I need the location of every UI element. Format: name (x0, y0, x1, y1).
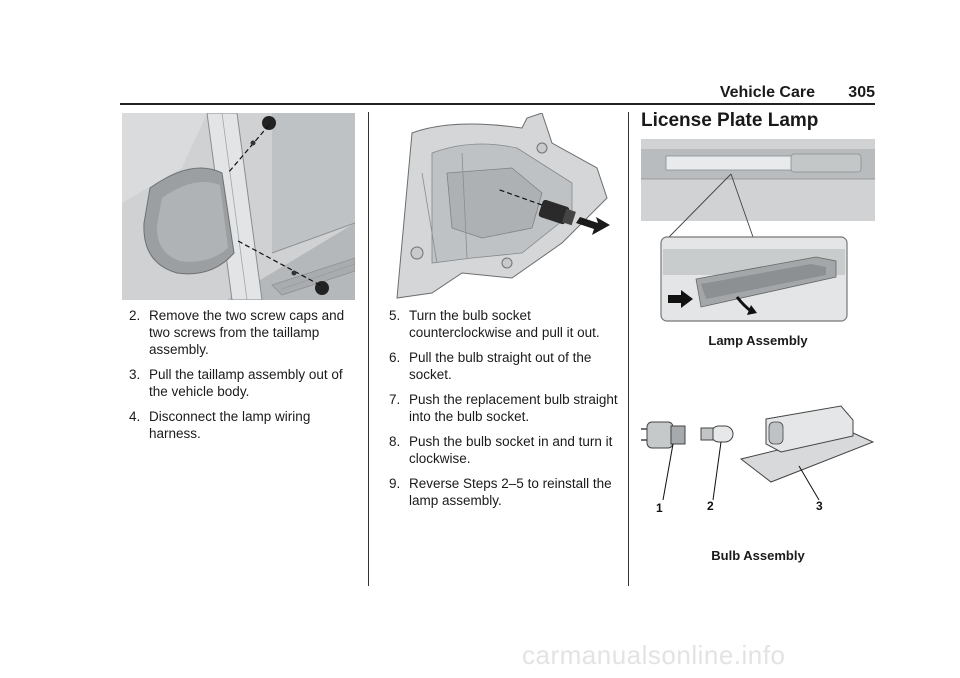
list-item (389, 391, 619, 425)
step-text: Turn the bulb socket counterclockwise and pull it out. (409, 308, 600, 340)
lamp-assembly-illustration (641, 139, 875, 325)
step-number: 3. (129, 367, 141, 382)
page-number: 305 (848, 84, 875, 101)
step-number: 5. (389, 308, 401, 323)
list-item (129, 366, 359, 400)
callout-2: 2 (707, 499, 714, 513)
step-text: Pull the taillamp assembly out of the vehicle body. (149, 367, 343, 399)
steps-list-column-2 (389, 307, 619, 517)
step-text: Reverse Steps 2–5 to reinstall the lamp assembly. (409, 476, 612, 508)
list-item (389, 349, 619, 383)
column-divider-left (368, 112, 369, 586)
step-number: 8. (389, 434, 401, 449)
bulb-socket-illustration (392, 113, 616, 300)
steps-list-column-1 (129, 307, 359, 450)
watermark: carmanualsonline.info (522, 640, 786, 670)
list-item (389, 433, 619, 467)
step-text: Disconnect the lamp wiring harness. (149, 409, 311, 441)
step-number: 2. (129, 308, 141, 323)
step-number: 7. (389, 392, 401, 407)
section-heading: License Plate Lamp (641, 110, 819, 131)
callout-3: 3 (816, 499, 823, 513)
page-header (120, 80, 875, 104)
step-number: 9. (389, 476, 401, 491)
lamp-assembly-caption: Lamp Assembly (708, 333, 808, 348)
bulb-assembly-caption: Bulb Assembly (711, 548, 805, 563)
column-divider-right (628, 112, 629, 586)
list-item (129, 408, 359, 442)
callout-1: 1 (656, 501, 663, 515)
list-item (389, 475, 619, 509)
step-text: Pull the bulb straight out of the socket. (409, 350, 592, 382)
list-item (129, 307, 359, 358)
taillamp-removal-illustration (122, 113, 355, 300)
step-text: Push the bulb socket in and turn it clockwise. (409, 434, 613, 466)
bulb-assembly-illustration (641, 404, 875, 522)
step-number: 4. (129, 409, 141, 424)
step-number: 6. (389, 350, 401, 365)
step-text: Remove the two screw caps and two screws from the taillamp assembly. (149, 308, 345, 357)
list-item (389, 307, 619, 341)
header-section-title: Vehicle Care (719, 84, 815, 101)
header-rule (120, 103, 875, 105)
step-text: Push the replacement bulb straight into the bulb socket. (409, 392, 618, 424)
